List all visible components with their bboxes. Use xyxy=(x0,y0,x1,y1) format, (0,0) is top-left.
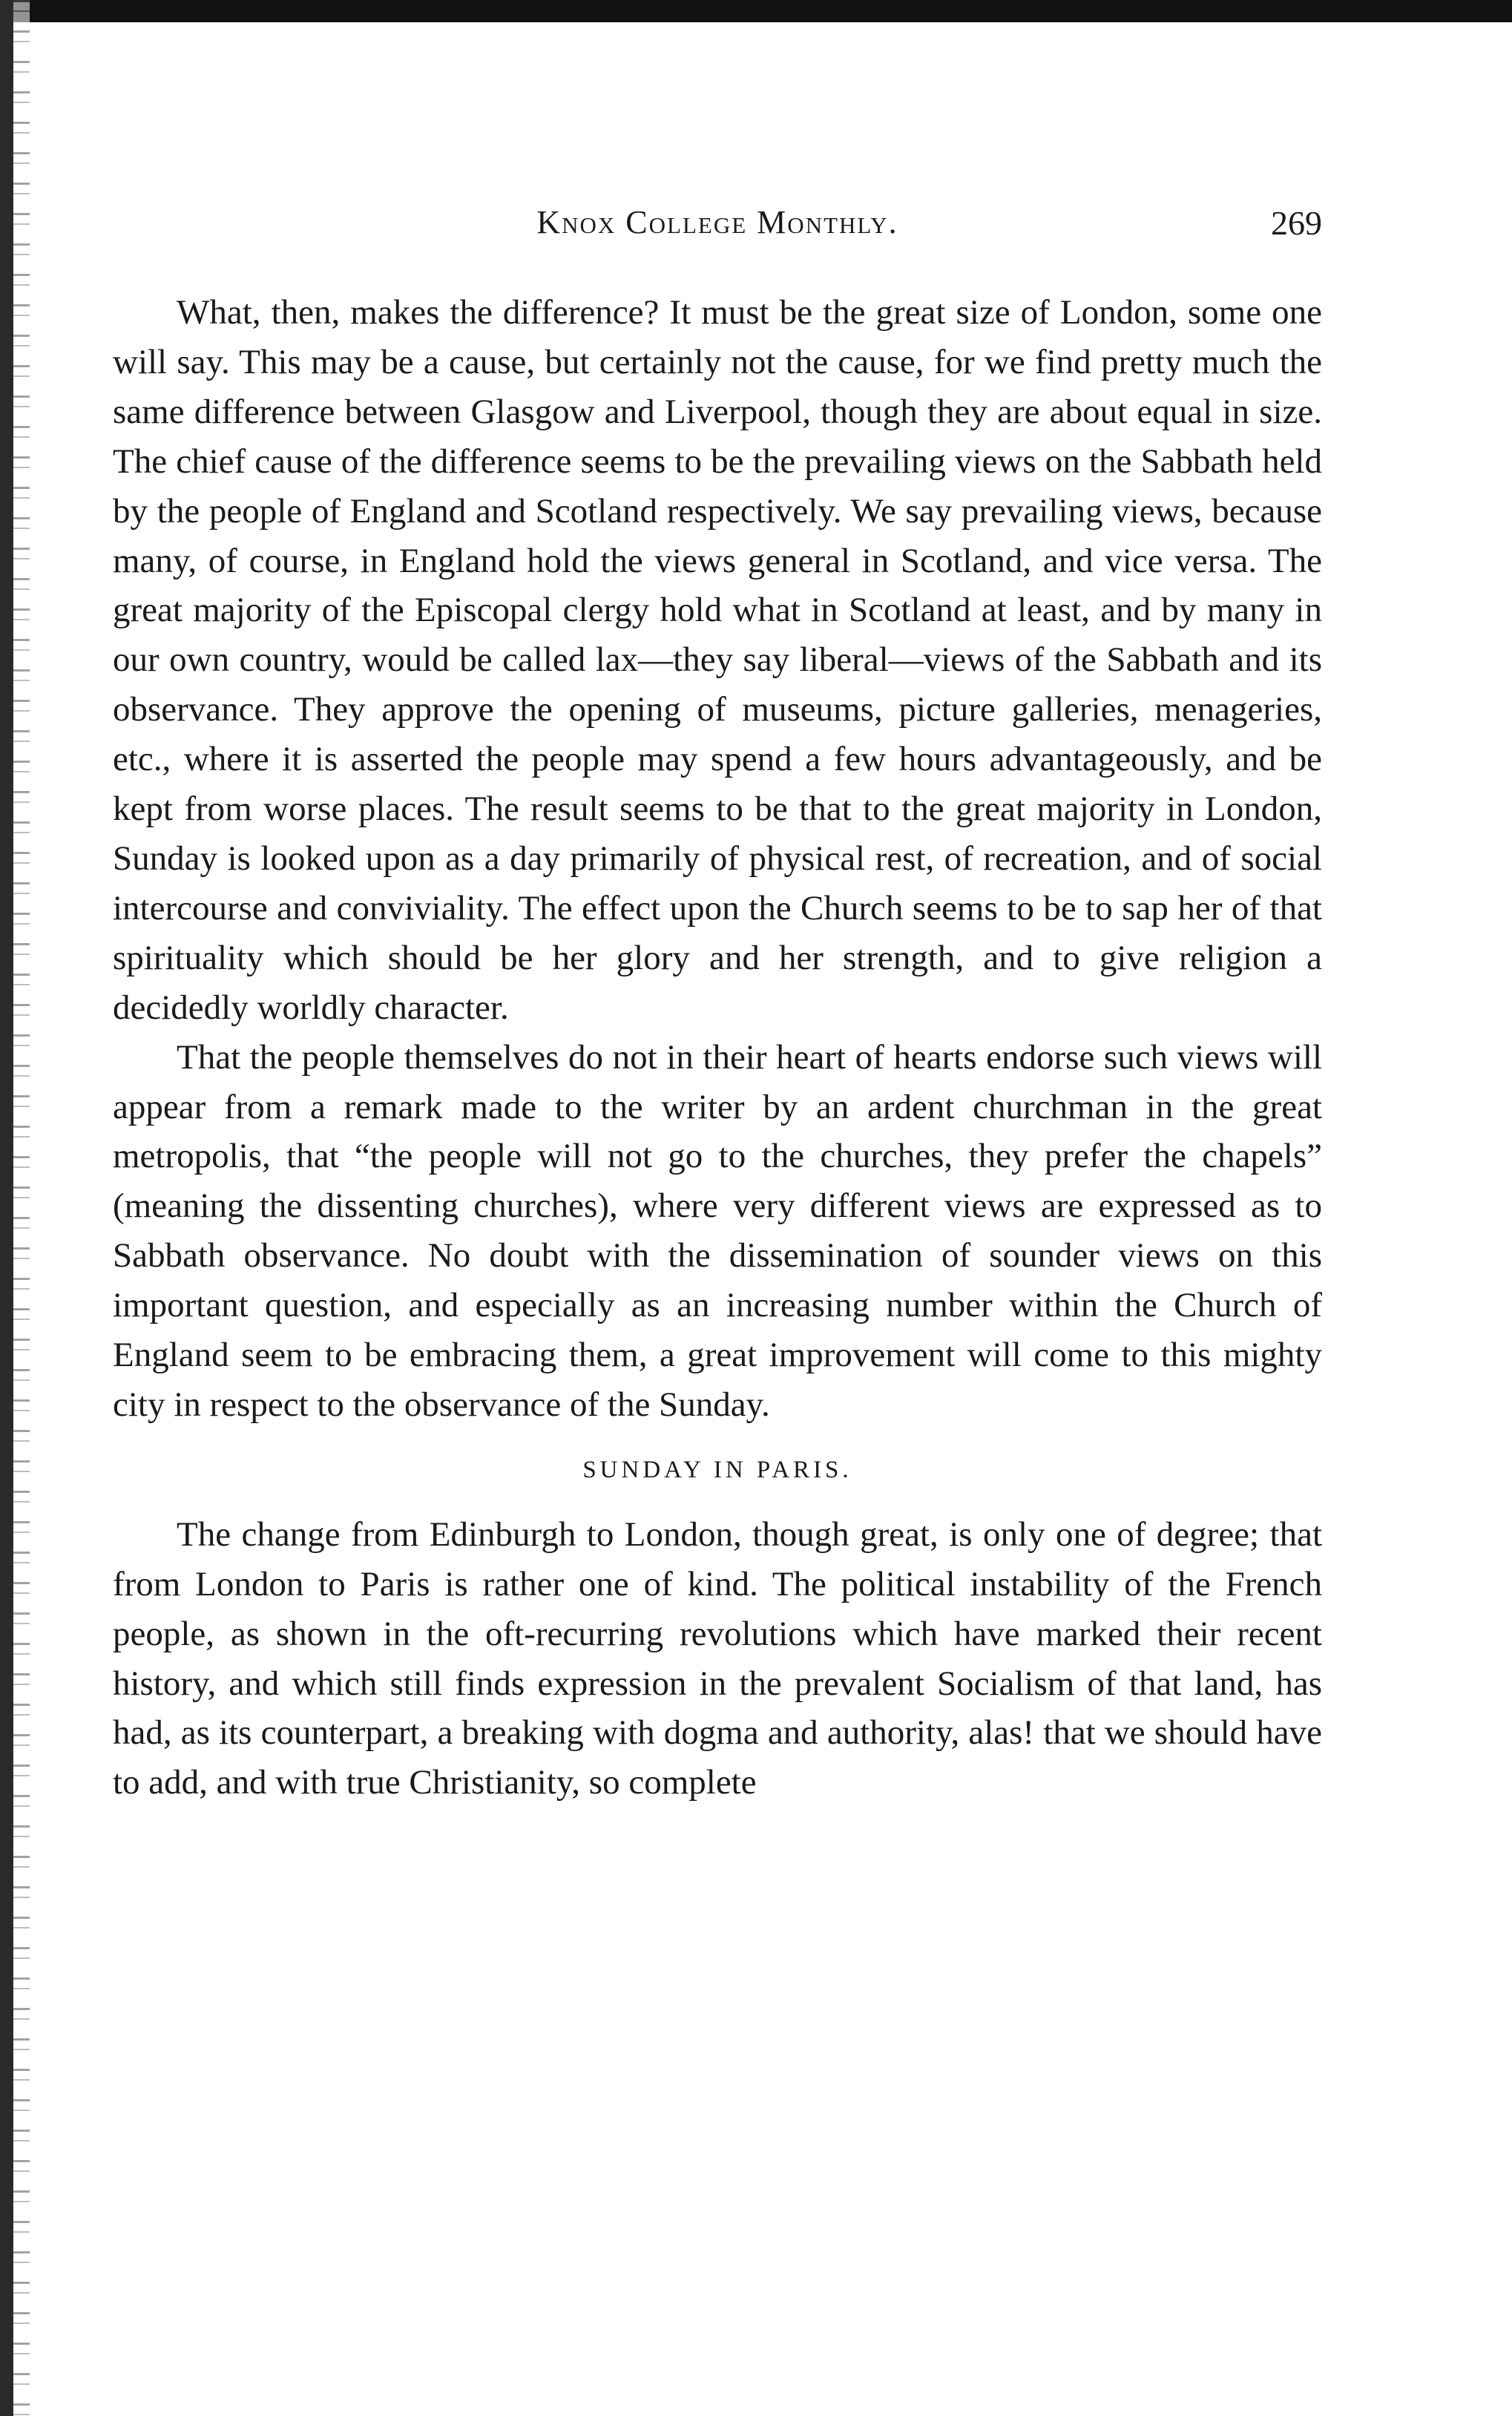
paragraph-people: That the people themselves do not in their heart of hearts endorse such views will appear from a remark made to the writer by an ardent churchman in the great metropolis, that “the people will not go to the churches, they prefer the chapels” (meaning the dissenting churches), where very different views are expressed as to Sabbath observance. No doubt with the dissemination of sounder views on this important question, and especially as an increasing number within the Church of England seem to be embracing them, a great improvement will come to this mighty city in respect to the observance of the Sunday. xyxy=(113,1037,1322,1424)
top-border-rule xyxy=(0,0,1512,22)
left-page-edge xyxy=(0,0,13,2416)
paragraph-paris: The change from Edinburgh to London, though great, is only one of degree; that from London to Paris is rather one of kind. The political instability of the French people, as shown in the oft-recurring revolutions which have marked their recent history, and which still finds expression in the prevalent Socialism of that land, has had, as its counterpart, a breaking with dogma and authority, alas! that we should have to add, and with true Christianity, so complete xyxy=(113,1514,1322,1802)
page-number: 269 xyxy=(1271,204,1322,242)
paragraph-difference: What, then, makes the difference? It must be the great size of London, some one will say. This may be a cause, but certainly not the cause, for we find pretty much the same difference between Glasgow and Liverpool, though they are about equal in size. The chief cause of the difference seems to be the prevailing views on the Sabbath held by the people of England and Scotland respectively. We say prevailing views, because many, of course, in England hold the views general in Scotland, and vice versa. The great majority of the Episcopal clergy hold what in Scotland at least, and by many in our own country, would be called lax—they say liberal—views of the Sabbath and its observance. They approve the opening of museums, picture galleries, menageries, etc., where it is asserted the people may spend a few hours advantageously, and be kept from worse places. The result seems to be that to the great majority in London, Sunday is looked upon as a day primarily of physical rest, of recreation, and of social intercourse and conviviality. The effect upon the Church seems to be to sap her of that spirituality which should be her glory and her strength, and to give religion a decidedly worldly character. xyxy=(113,293,1322,1027)
section-heading: SUNDAY IN PARIS. xyxy=(582,1456,852,1483)
running-title: Knox College Monthly. xyxy=(536,204,898,240)
page-header xyxy=(113,197,1322,257)
left-page-edge-shadow xyxy=(13,0,30,2416)
body-text xyxy=(113,288,1322,1808)
